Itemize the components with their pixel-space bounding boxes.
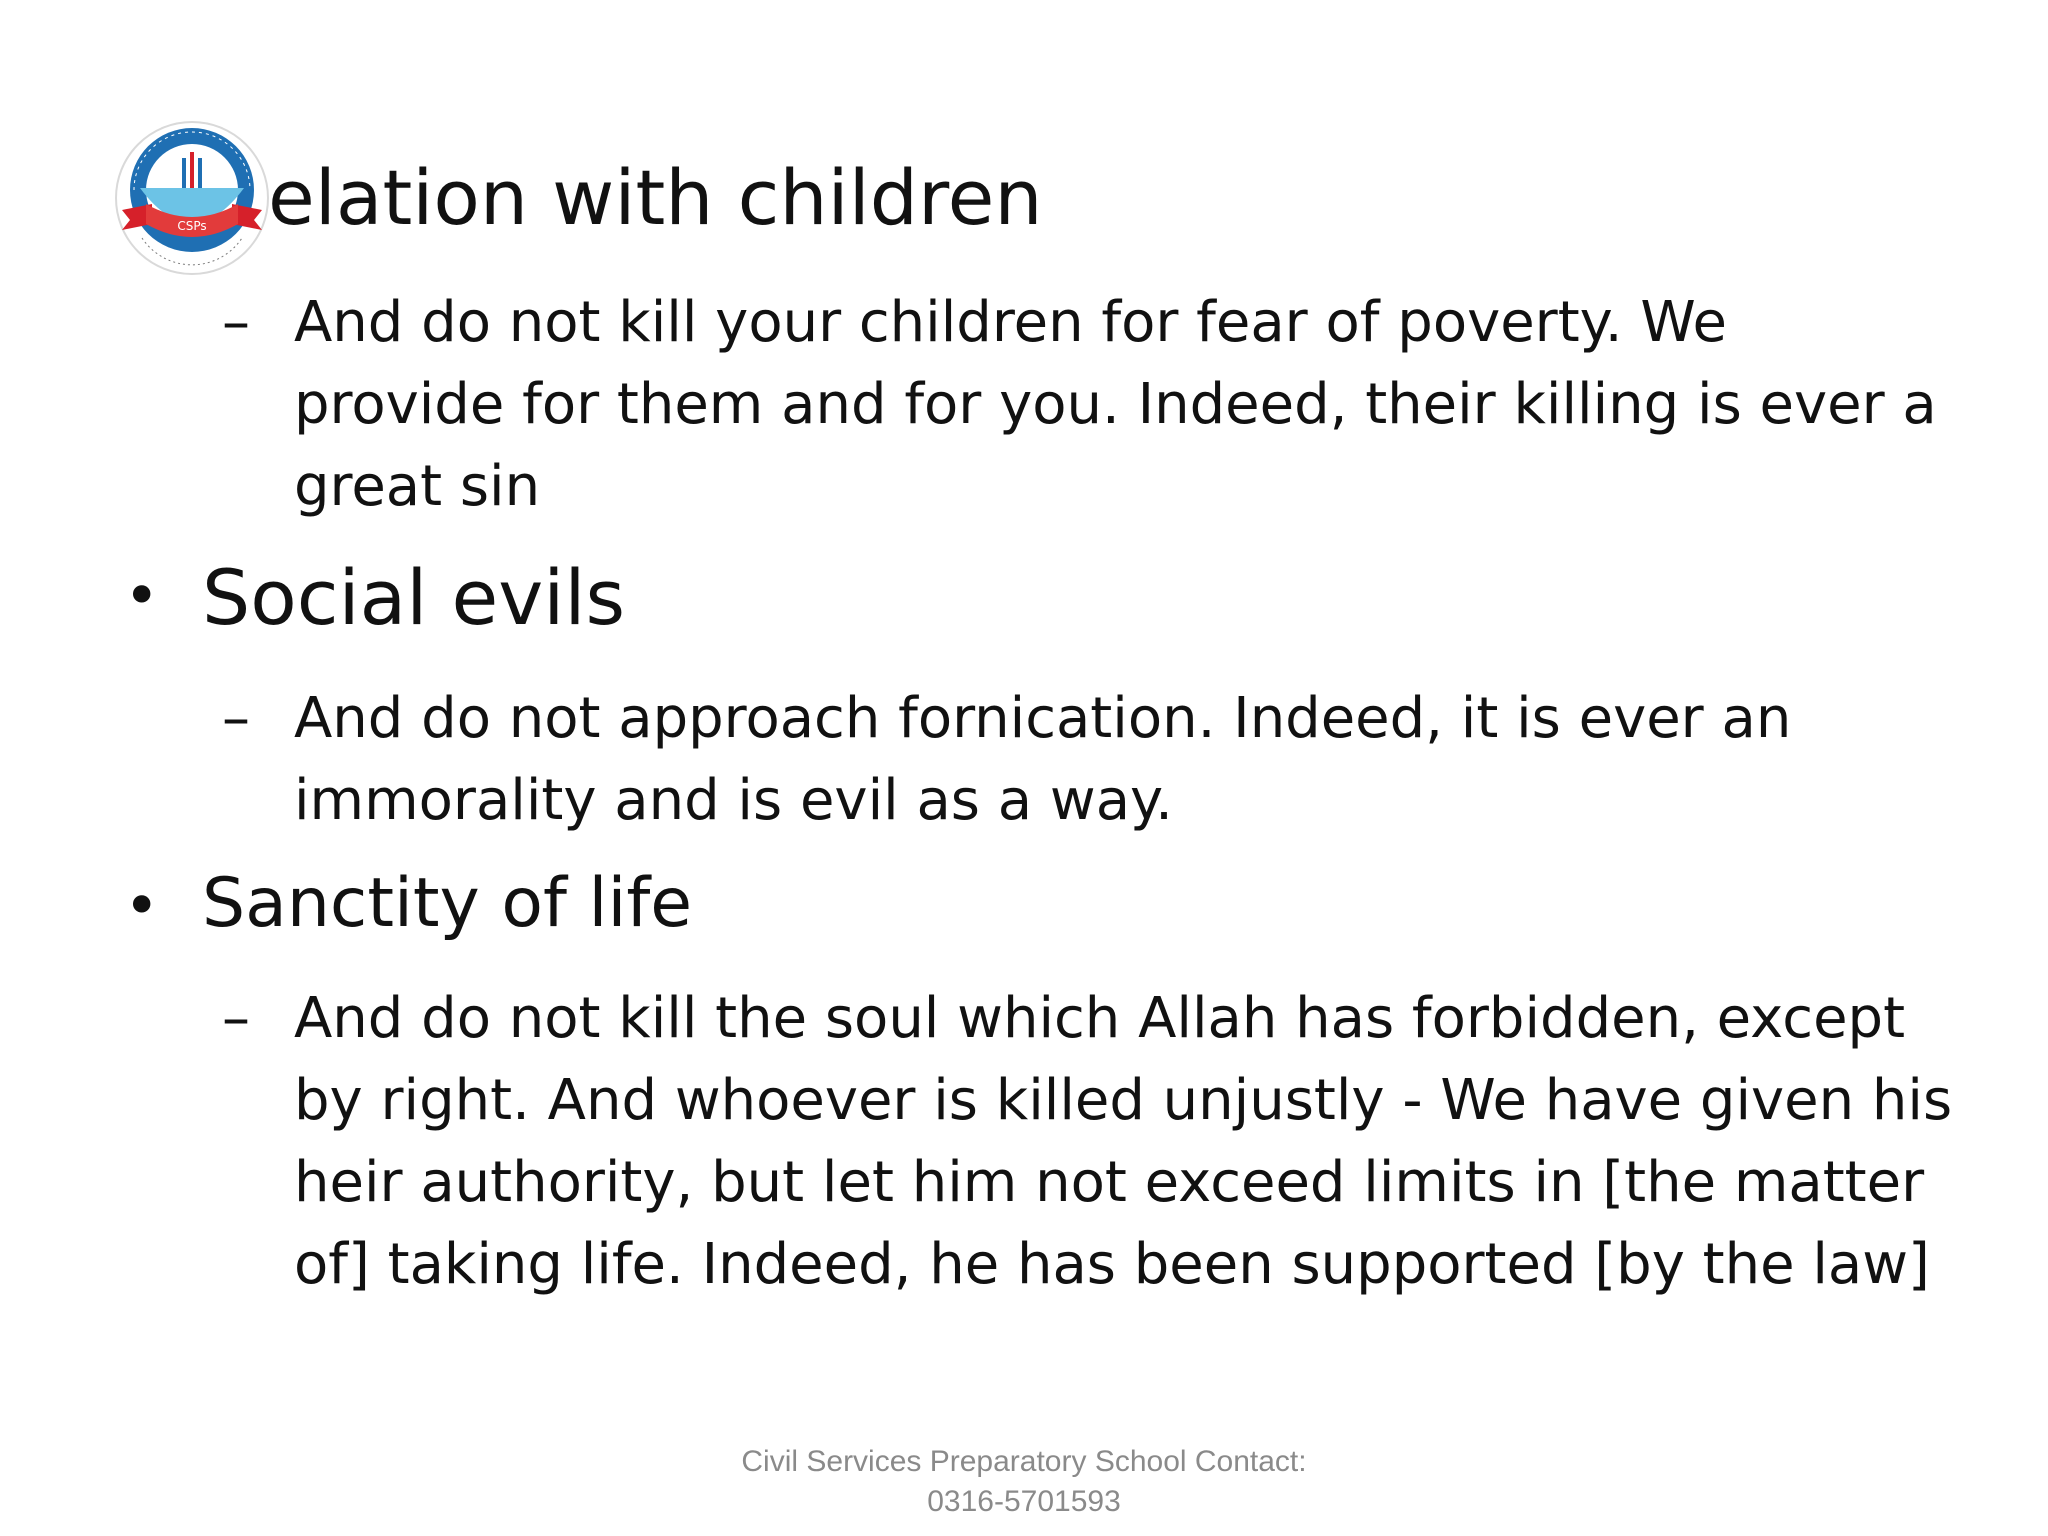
bullet-text: Social evils — [202, 553, 626, 642]
text-line: of] taking life. Indeed, he has been supported [by the law] — [294, 1232, 1930, 1297]
sub-bullet-text — [294, 978, 1974, 1306]
sub-bullet-text — [294, 678, 1974, 842]
text-line: provide for them and for you. Indeed, their killing is ever a — [294, 372, 1937, 437]
slide-heading: elation with children — [268, 153, 1043, 242]
dash-marker: – — [222, 290, 250, 355]
footer-contact — [0, 1442, 2048, 1522]
dash-marker: – — [222, 986, 250, 1051]
bullet-marker: • — [124, 871, 160, 941]
text-line: And do not approach fornication. Indeed, it is ever an — [294, 686, 1792, 751]
footer-line-1: Civil Services Preparatory School Contact: — [741, 1445, 1307, 1478]
footer-line-2: 0316-5701593 — [927, 1485, 1121, 1518]
text-line: immorality and is evil as a way. — [294, 768, 1173, 833]
logo-acronym: CSPs — [177, 219, 207, 233]
sub-bullet-text — [294, 282, 1974, 528]
bullet-marker: • — [124, 561, 160, 631]
text-line: by right. And whoever is killed unjustly - We have given his — [294, 1068, 1953, 1133]
text-line: heir authority, but let him not exceed limits in [the matter — [294, 1150, 1925, 1215]
school-logo — [112, 118, 272, 278]
text-line: And do not kill the soul which Allah has forbidden, except — [294, 986, 1906, 1051]
text-line: great sin — [294, 454, 541, 519]
text-line: And do not kill your children for fear of poverty. We — [294, 290, 1727, 355]
dash-marker: – — [222, 686, 250, 751]
bullet-text: Sanctity of life — [202, 864, 693, 943]
